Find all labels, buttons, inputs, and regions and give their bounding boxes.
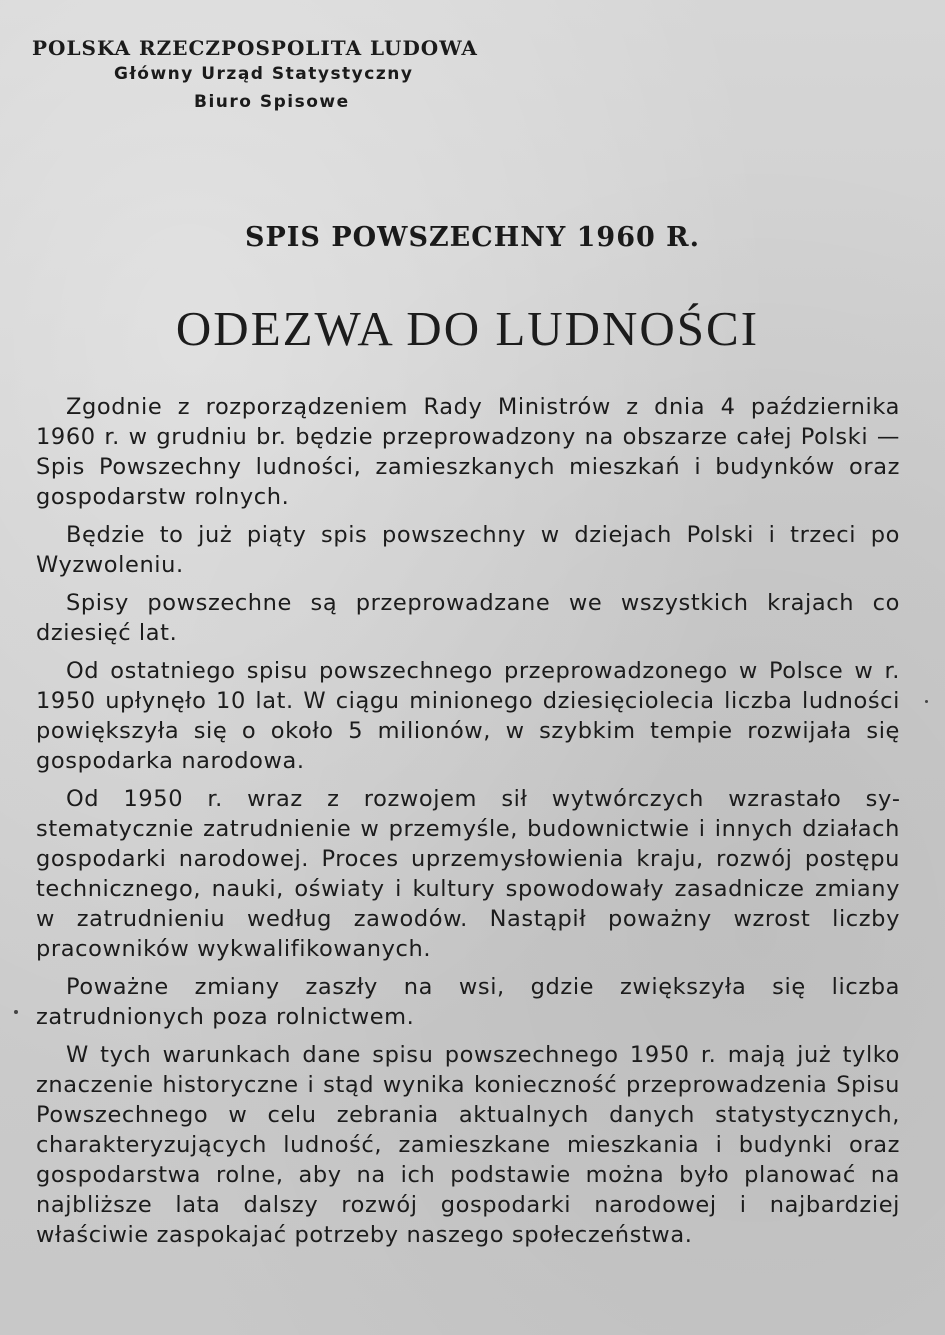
letterhead-office: Główny Urząd Statystyczny: [114, 64, 414, 84]
paragraph: Od ostatniego spisu powszechnego przeprowadzonego w Polsce w r. 1950 upłynęło 10 lat. W ciągu minionego dziesięciolecia liczba ludności powiększyła się o około 5 milionów, w szybkim tempie rozwijała się gospodarka narodowa.: [36, 658, 900, 774]
paragraph: Poważne zmiany zaszły na wsi, gdzie zwiększyła się liczba zatrudnionych poza rolnictwem.: [36, 974, 900, 1030]
print-speck: [925, 700, 928, 703]
paragraph: Będzie to już piąty spis powszechny w dziejach Polski i trzeci po Wyzwoleniu.: [36, 522, 900, 578]
census-title: SPIS POWSZECHNY 1960 R.: [245, 222, 700, 253]
appeal-body: [36, 392, 900, 1258]
letterhead: [32, 36, 552, 116]
letterhead-bureau: Biuro Spisowe: [194, 92, 350, 112]
paragraph: Zgodnie z rozporządzeniem Rady Ministrów z dnia 4 października 1960 r. w grudniu br. będzie przeprowadzony na obszarze całej Polski — Spis Powszechny ludności, zamieszkanych mieszkań i budynków oraz gospodarstw rolnych.: [36, 394, 900, 510]
appeal-title: ODEZWA DO LUDNOŚCI: [175, 301, 760, 356]
paragraph: Od 1950 r. wraz z rozwojem sił wytwórczych wzrastało systematycznie zatrudnienie w przemyśle, budownictwie i innych działach gospodarki narodowej. Proces uprzemysłowienia kraju, rozwój postępu technicznego, nauki, oświaty i kultury spowodowały zasadnicze zmiany w zatrudnieniu według zawodów. Nastąpił poważny wzrost liczby pracowników wykwalifikowanych.: [36, 786, 900, 962]
letterhead-country: POLSKA RZECZPOSPOLITA LUDOWA: [32, 36, 478, 60]
print-speck: [14, 1010, 18, 1014]
paragraph: W tych warunkach dane spisu powszechnego 1950 r. mają już tylko znaczenie historyczne i stąd wynika konieczność przeprowadzenia Spisu Powszechnego w celu zebrania aktualnych danych statystycznych, charakteryzujących ludność, zamieszkane mieszkania i budynki oraz gospodarstwa rolne, aby na ich podstawie można było planować na najbliższe lata dalszy rozwój gospodarki narodowej i najbardziej właściwie zaspokajać potrzeby naszego społeczeństwa.: [36, 1042, 900, 1248]
paragraph: Spisy powszechne są przeprowadzane we wszystkich krajach co dziesięć lat.: [36, 590, 900, 646]
